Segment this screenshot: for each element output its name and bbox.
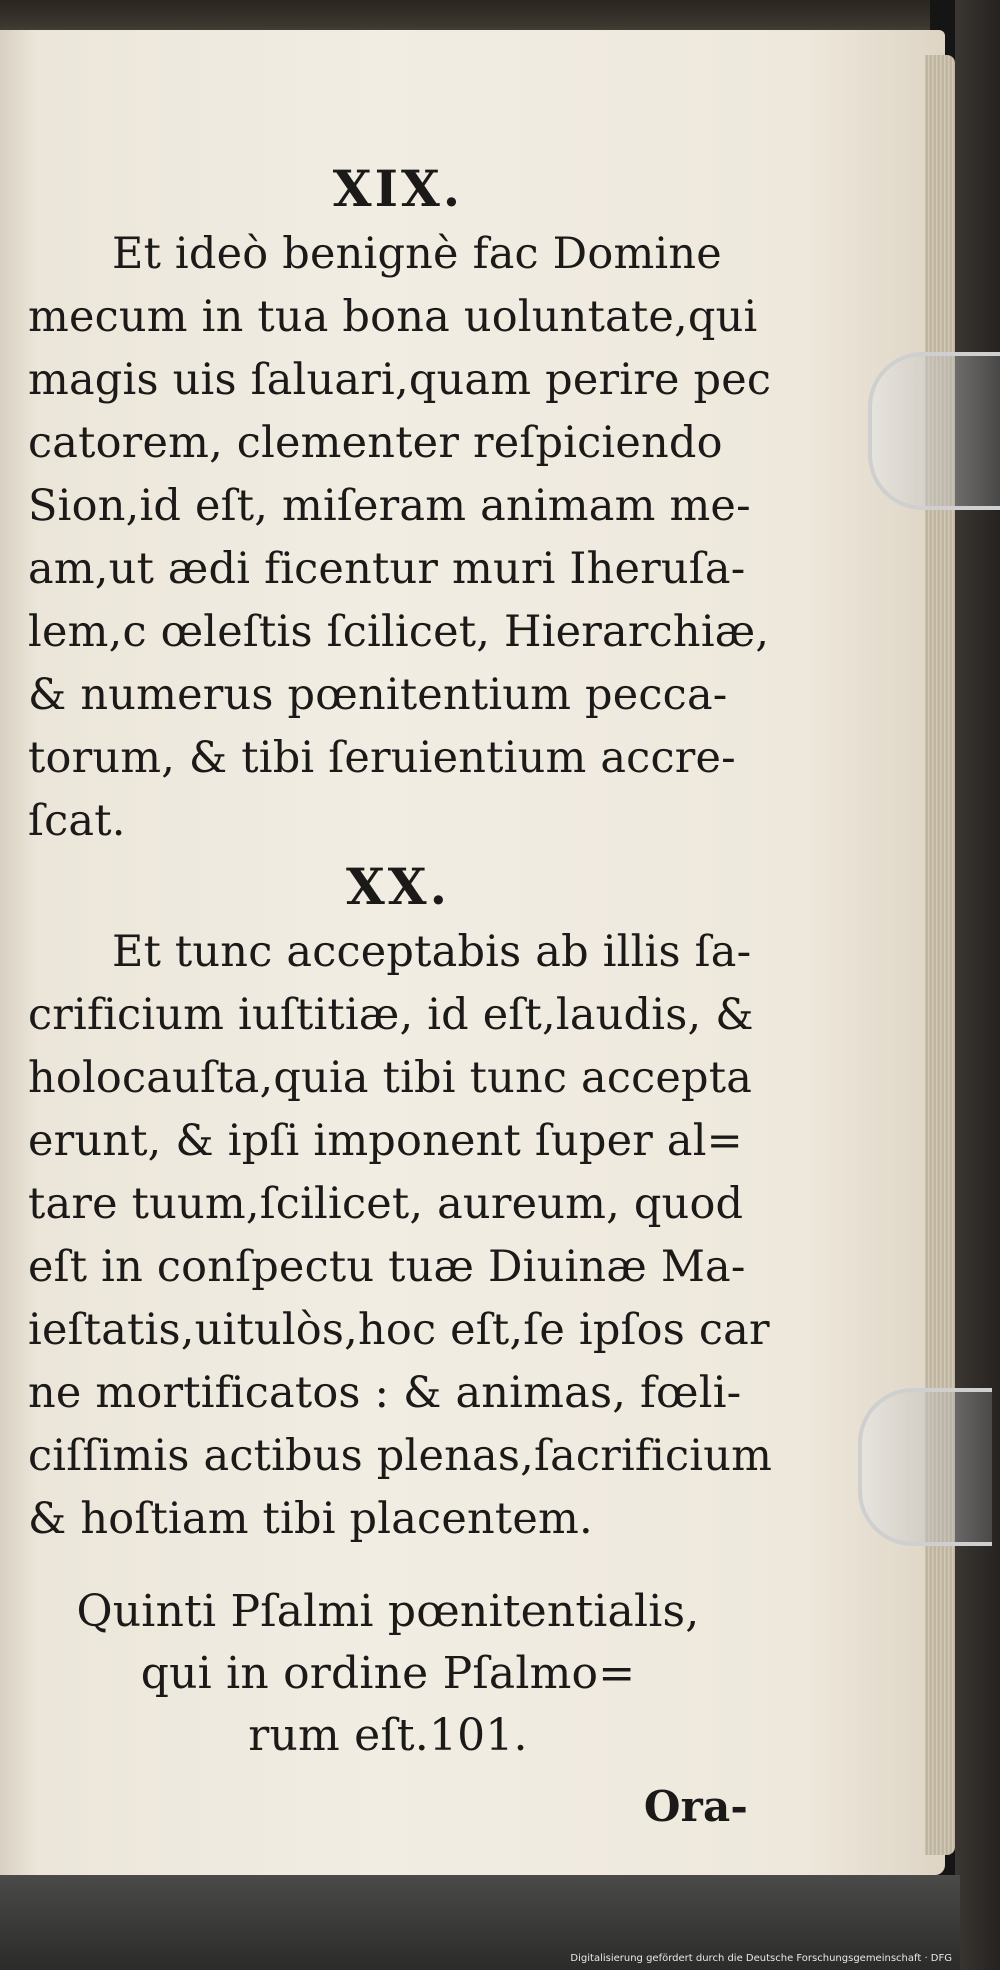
caption-line: rum eſt.101. [248, 1710, 528, 1761]
text-line: ieſtatis,uitulòs,hoc eſt,ſe ipſos car [28, 1305, 770, 1355]
text-line: magis uis ſaluari,quam perire pec [28, 355, 772, 405]
text-line: eſt in conſpectu tuæ Diuinæ Ma- [28, 1242, 746, 1292]
page-stack-edge [925, 55, 955, 1855]
text-line: holocauſta,quia tibi tunc accepta [28, 1053, 753, 1103]
page-clip-lower [858, 1388, 992, 1546]
text-line: lem,c œleſtis ſcilicet, Hierarchiæ, [28, 607, 770, 657]
scan-background-right [955, 0, 1000, 1970]
page-clip-upper [868, 352, 1000, 510]
digitization-credit: Digitalisierung gefördert durch die Deutsche Forschungsgemeinschaft · DFG [570, 1953, 952, 1964]
text-line: & hoſtiam tibi placentem. [28, 1494, 593, 1544]
text-line: crificium iuſtitiæ, id eſt,laudis, & [28, 990, 754, 1040]
text-line: & numerus pœnitentium pecca- [28, 670, 728, 720]
text-line: ciſſimis actibus plenas,ſacrificium [28, 1431, 773, 1481]
text-line: ſcat. [28, 796, 126, 846]
psalm-caption [28, 1581, 748, 1767]
section-heading-xx: XX. [346, 857, 450, 916]
text-line: Et ideò benignè fac Domine [112, 229, 722, 279]
catchword: Ora- [643, 1782, 748, 1831]
text-line: mecum in tua bona uoluntate,qui [28, 292, 758, 342]
caption-line: qui in ordine Pſalmo= [140, 1648, 636, 1699]
text-line: ne mortificatos : & animas, fœli- [28, 1368, 742, 1418]
caption-line: Quinti Pſalmi pœnitentialis, [76, 1586, 700, 1637]
section-heading-xix: XIX. [332, 159, 464, 218]
text-line: Sion,id eſt, miſeram animam me- [28, 481, 751, 531]
text-line: erunt, & ipſi imponent ſuper al= [28, 1116, 743, 1166]
paragraph-xix [28, 223, 772, 853]
page-text [28, 155, 773, 1838]
paragraph-xx [28, 921, 773, 1551]
text-line: tare tuum,ſcilicet, aureum, quod [28, 1179, 744, 1229]
text-line: catorem, clementer reſpiciendo [28, 418, 723, 468]
text-line: Et tunc acceptabis ab illis ſa- [112, 927, 752, 977]
text-line: am,ut ædi ficentur muri Iheruſa- [28, 544, 746, 594]
text-line: torum, & tibi ſeruientium accre- [28, 733, 736, 783]
